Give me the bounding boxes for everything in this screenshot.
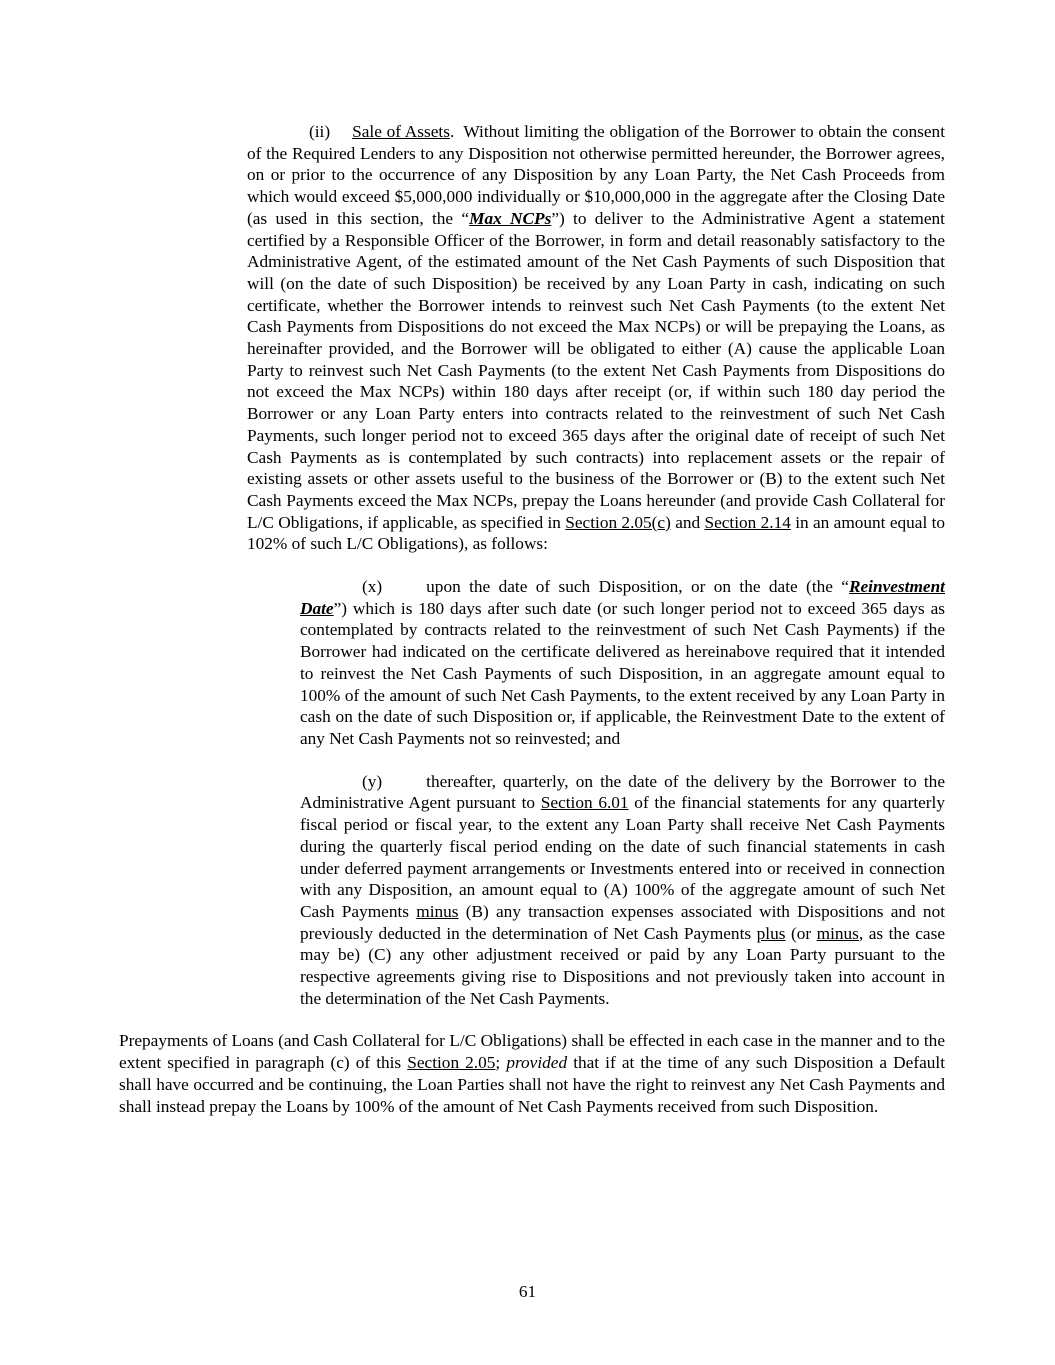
text-run: of the financial statements for any quarterly fiscal period or fiscal year, to the extent any Loan Party shall receive Net Cash Payments during the quarterly fiscal period ending on the date of such financial statements in cash under deferred payment arrangements or Investments entered into or received in connection with any Disposition, an amount equal to (A) 100% of the aggregate amount of such Net Cash Payments bbox=[300, 793, 945, 921]
page-number: 61 bbox=[518, 1282, 537, 1301]
text-run: ”) which is 180 days after such date (or such longer period not to exceed 365 days as contemplated by contracts related to the reinvestment of such Net Cash Payments) if the Borrower had indicated on the certificate delivered as hereinabove required that it intended to reinvest the Net Cash Payments of such Disposition, in an aggregate amount equal to 100% of the amount of such Net Cash Payments, to the extent received by any Loan Party in cash on the date of such Disposition or, if applicable, the Reinvestment Date to the extent of any Net Cash Payments not so reinvested; and bbox=[300, 598, 945, 748]
text-run: (y) bbox=[362, 771, 383, 791]
text-run: (or bbox=[785, 923, 817, 943]
text-run: plus bbox=[756, 923, 786, 943]
text-run: and bbox=[670, 512, 705, 532]
text-run: ”) to deliver to the Administrative Agent a statement certified by a Responsible Officer of the Borrower, in form and detail reasonably satisfactory to the Administrative Agent, of the estimated amount of the Net Cash Payments of such Disposition that will (on the date of such Disposition) be received by any Loan Party in cash, indicating on such certificate, whether the Borrower intends to reinvest such Net Cash Payments (to the extent Net Cash Payments from Dispositions do not exceed the Max NCPs) or will be prepaying the Loans, as hereinafter provided, and the Borrower will be obligated to either (A) cause the applicable Loan Party to reinvest such Net Cash Payments (to the extent Net Cash Payments from Dispositions do not exceed the Max NCPs) within 180 days after receipt (or, if within such 180 day period the Borrower or any Loan Party enters into contracts related to the reinvestment of such Net Cash Payments, such longer period not to exceed 365 days after the original date of receipt of such Net Cash Payments as is contemplated by such contracts) into replacement assets or the repair of existing assets or other assets useful to the business of the Borrower or (B) to the extent such Net Cash Payments exceed the Max NCPs, prepay the Loans hereunder (and provide Cash Collateral for L/C Obligations, if applicable, as specified in bbox=[247, 208, 945, 532]
page-content bbox=[119, 121, 945, 1117]
paragraph-clause-x bbox=[300, 576, 945, 750]
text-run: Section 2.05 bbox=[407, 1053, 496, 1073]
text-run: Max NCPs bbox=[469, 208, 552, 228]
text-run: provided bbox=[506, 1053, 568, 1073]
paragraph-clause-y bbox=[300, 771, 945, 1010]
text-run: Sale of Assets bbox=[352, 122, 450, 141]
text-run: (x) bbox=[362, 577, 383, 597]
text-run: minus bbox=[816, 923, 859, 943]
text-run: Section 6.01 bbox=[540, 793, 629, 813]
paragraph-sale-of-assets bbox=[247, 121, 945, 555]
text-run: Prepayments of Loans (and Cash Collateral for L/C Obligations) shall be effected in each case in the manner and to the extent specified in paragraph (c) of this bbox=[119, 1031, 945, 1073]
text-run: Section 2.05(c) bbox=[565, 512, 671, 532]
text-run: Reinvestment Date bbox=[300, 577, 945, 618]
text-run: (ii) bbox=[309, 122, 331, 141]
text-run: (B) any transaction expenses associated with Dispositions and not previously deducted in the determination of Net Cash Payments bbox=[300, 901, 946, 943]
paragraph-closing bbox=[119, 1030, 945, 1117]
text-run: minus bbox=[416, 901, 459, 921]
text-run: that if at the time of any such Disposition a Default shall have occurred and be continuing, the Loan Parties shall not have the right to reinvest any Net Cash Payments and shall instead prepay the Loans by 100% of the amount of Net Cash Payments received from such Disposition. bbox=[119, 1053, 945, 1116]
text-run: . Without limiting the obligation of the Borrower to obtain the consent of the Required Lenders to any Disposition not otherwise permitted hereunder, the Borrower agrees, on or prior to the occurrence of any Disposition by any Loan Party, the Net Cash Proceeds from which would exceed $5,000,000 individually or $10,000,000 in the aggregate after the Closing Date (as used in this section, the “ bbox=[247, 122, 945, 228]
text-run: Section 2.14 bbox=[704, 512, 791, 532]
text-run: ; bbox=[495, 1053, 507, 1073]
text-run: thereafter, quarterly, on the date of the delivery by the Borrower to the Administrative Agent pursuant to bbox=[300, 771, 945, 813]
text-run: in an amount equal to 102% of such L/C Obligations), as follows: bbox=[247, 512, 946, 554]
text-run: upon the date of such Disposition, or on the date (the “ bbox=[426, 577, 849, 597]
text-run: , as the case may be) (C) any other adjustment received or paid by any Loan Party pursuant to the respective agreements giving rise to Dispositions and not previously taken into account in the determination of the Net Cash Payments. bbox=[300, 923, 945, 1008]
